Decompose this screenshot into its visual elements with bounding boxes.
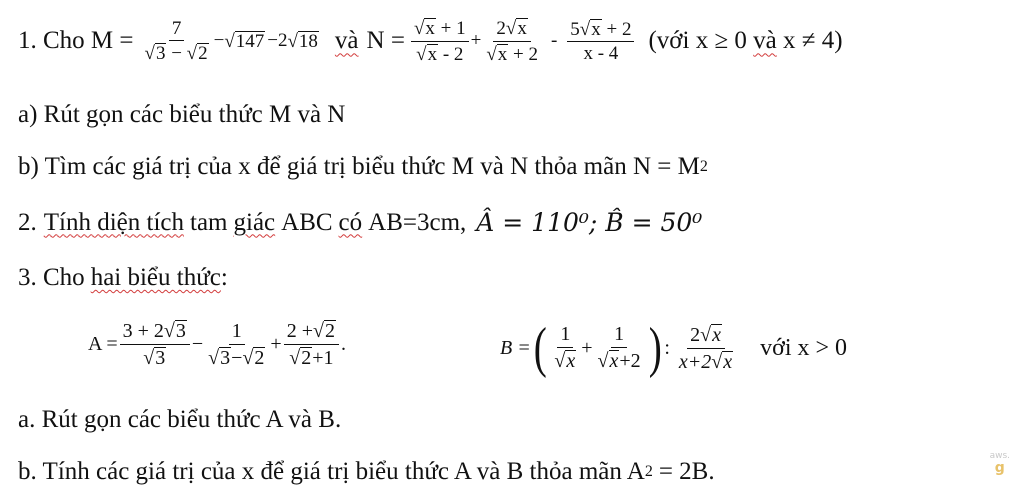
b-fraction-2: 1 √ x +2 [597, 323, 641, 372]
expression-b: B = ( 1 √ x + 1 √ x +2 ) : 2 √ x x+2 √ x với x > 0 [500, 317, 848, 379]
condition: (với x ≥ 0 và x ≠ 4) [648, 27, 843, 55]
n-fraction-1: √ x + 1 √ x - 2 [411, 18, 469, 65]
b-fraction-1: 1 √ x [554, 323, 576, 372]
a-fraction-1: 3 + 2 √ 3 √ 3 [120, 320, 190, 369]
problem-2: 2. Tính diện tích tam giác ABC có AB=3cm, Â = 110⁰; B̂ = 50⁰ [18, 208, 703, 237]
n-fraction-3: 5 √ x + 2 x - 4 [567, 19, 634, 65]
m-fraction-denominator: √ 3 − √ 2 [144, 43, 208, 65]
question-3a: a. Rút gọn các biểu thức A và B. [18, 406, 342, 433]
n-label: N = [366, 27, 405, 55]
m-fraction-numerator: 7 [169, 19, 185, 42]
sqrt-symbol: √ [186, 43, 198, 65]
question-1a: a) Rút gọn các biểu thức M và N [18, 101, 346, 128]
angle-values: Â = 110⁰; B̂ = 50⁰ [476, 208, 703, 237]
sqrt-symbol: √ [144, 43, 155, 65]
a-fraction-3: 2 + √ 2 √ 2 +1 [284, 320, 339, 369]
sqrt-18: √ 18 [287, 31, 318, 53]
problem-3: 3. Cho hai biểu thức : [18, 264, 228, 291]
sqrt-147: √ 147 [224, 31, 265, 53]
expression-a: A = 3 + 2 √ 3 √ 3 − 1 √ 3 − √ 2 + 2 + √ 2 √ 2 +1 . [88, 319, 346, 369]
problem-1-line: 1. Cho M = 7 √ 3 − √ 2 − √ 147 −2 √ 18 và N = √ x + 1 √ x - 2 + 2 √ x √ x + 2 - 5 √ x + 2 x - 4 (với x ≥ 0 và x ≠ 4) [18, 17, 843, 65]
question-3b: b. Tính các giá trị của x để giá trị biểu thức A và B thỏa mãn A 2 = 2B. [18, 458, 715, 485]
a-fraction-2: 1 √ 3 − √ 2 [208, 319, 265, 369]
problem-1-lead: 1. Cho M = [18, 27, 134, 55]
question-1b: b) Tìm các giá trị của x để giá trị biểu thức M và N thỏa mãn N = M 2 [18, 153, 708, 180]
watermark-logo: aws. g [989, 451, 1010, 476]
m-fraction [142, 19, 212, 65]
b-fraction-3: 2 √ x x+2 √ x [678, 323, 733, 373]
n-fraction-2: 2 √ x √ x + 2 [486, 18, 538, 65]
conjunction-va: và [334, 27, 359, 55]
